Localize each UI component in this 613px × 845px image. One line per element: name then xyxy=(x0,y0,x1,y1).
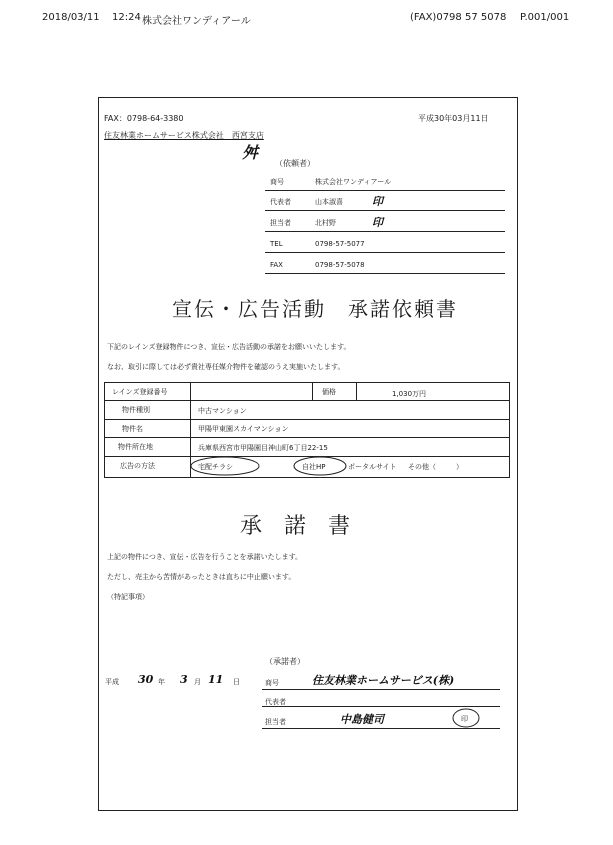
recipient-fax: FAX：0798-64-3380 xyxy=(104,114,184,123)
price-label: 価格 xyxy=(322,388,336,396)
approval-day: 11 xyxy=(208,673,224,686)
applicant-tel: 0798-57-5077 xyxy=(315,240,365,248)
property-address-value: 兵庫県西宮市甲陽園目神山町6丁目22-15 xyxy=(198,444,328,452)
request-line-1: 下記のレインズ登録物件につき、宣伝・広告活動の承諾をお願いいたします。 xyxy=(107,343,351,351)
applicant-label-tel: TEL xyxy=(270,240,283,248)
recipient-company: 住友林業ホームサービス株式会社 西宮支店 xyxy=(104,131,264,140)
property-name-value: 甲陽甲東園スカイマンション xyxy=(198,425,289,433)
applicant-contact: 北村野 xyxy=(315,219,336,227)
approval-era: 平成 xyxy=(105,678,119,686)
special-notes-heading: （特記事項） xyxy=(107,593,149,601)
handwritten-mark: 舛 xyxy=(242,143,259,162)
property-type-label: 物件種別 xyxy=(122,406,150,414)
approver-label-contact: 担当者 xyxy=(265,718,286,726)
approval-title: 承 諾 書 xyxy=(240,514,351,539)
approval-year: 30 xyxy=(138,673,154,686)
property-name-label: 物件名 xyxy=(122,425,143,433)
applicant-label-contact: 担当者 xyxy=(270,219,291,227)
own-hp-selected-circle xyxy=(294,457,346,475)
approval-month-unit: 月 xyxy=(194,678,201,686)
approval-line-2: ただし、売主から苦情があったときは直ちに中止願います。 xyxy=(107,573,296,581)
ad-option-own-hp: 自社HP xyxy=(302,463,326,471)
approver-heading: （承諾者） xyxy=(265,657,305,666)
fax-time: 12:24 xyxy=(112,12,141,23)
ad-option-flyer: 宅配チラシ xyxy=(198,463,233,471)
applicant-rep-seal: 印 xyxy=(372,195,383,208)
ad-option-other-close: ） xyxy=(456,463,463,471)
applicant-fax: 0798-57-5078 xyxy=(315,261,365,269)
approver-label-rep: 代表者 xyxy=(265,698,286,706)
flyer-selected-circle xyxy=(191,457,259,475)
reins-label: レインズ登録番号 xyxy=(112,388,168,396)
approver-label-company: 商号 xyxy=(265,679,279,687)
approver-contact: 中島健司 xyxy=(340,713,384,726)
fax-date: 2018/03/11 xyxy=(42,12,100,23)
approval-line-1: 上記の物件につき、宣伝・広告を行うことを承諾いたします。 xyxy=(107,553,303,561)
approval-year-unit: 年 xyxy=(158,678,165,686)
approval-day-unit: 日 xyxy=(233,678,240,686)
property-type-value: 中古マンション xyxy=(198,407,247,415)
ad-method-label: 広告の方法 xyxy=(120,462,155,470)
applicant-rep: 山本淑喜 xyxy=(315,198,343,206)
applicant-label-company: 商号 xyxy=(270,178,284,186)
request-line-2: なお、取引に際しては必ず貴社専任媒介物件を確認のうえ実施いたします。 xyxy=(107,363,345,371)
document-title: 宣伝・広告活動 承諾依頼書 xyxy=(172,297,458,321)
issue-date: 平成30年03月11日 xyxy=(418,114,489,123)
approver-company: 住友林業ホームサービス(株) xyxy=(312,674,455,687)
ad-option-other: その他（ xyxy=(408,463,436,471)
fax-page: P.001/001 xyxy=(520,12,570,23)
approver-seal: 印 xyxy=(461,715,468,723)
applicant-contact-seal: 印 xyxy=(372,216,383,229)
applicant-heading: （依頼者） xyxy=(275,159,315,168)
approval-month: 3 xyxy=(180,673,188,686)
fax-number: (FAX)0798 57 5078 xyxy=(410,12,507,23)
applicant-label-fax: FAX xyxy=(270,261,283,269)
applicant-label-rep: 代表者 xyxy=(270,198,291,206)
applicant-company: 株式会社ワンディアール xyxy=(315,178,392,186)
property-address-label: 物件所在地 xyxy=(118,443,153,451)
price-value: 1,030万円 xyxy=(392,390,427,398)
ad-option-portal: ポータルサイト xyxy=(348,463,397,471)
fax-sender: 株式会社ワンディアール xyxy=(142,16,251,27)
